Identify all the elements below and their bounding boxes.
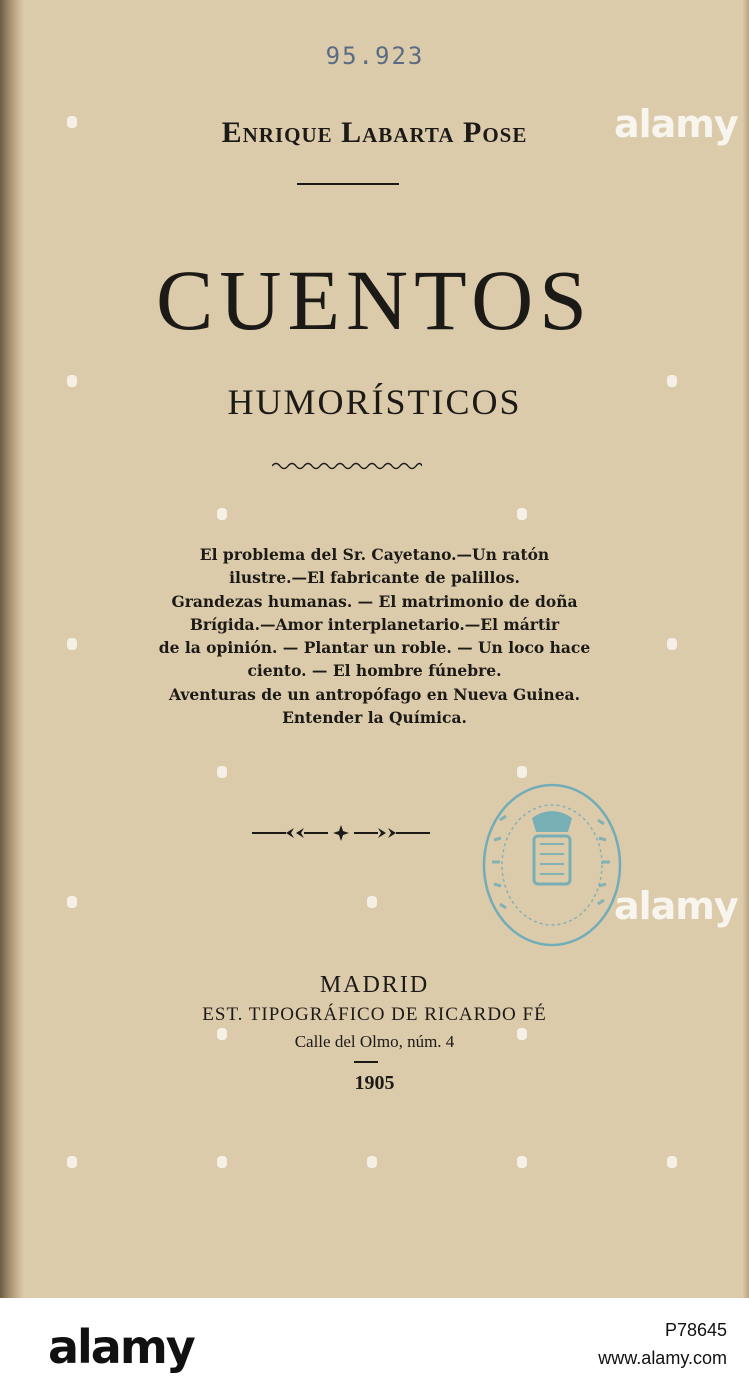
imprint-year: 1905 bbox=[354, 1072, 395, 1094]
watermark-logo: alamy bbox=[614, 102, 738, 146]
imprint-address: Calle del Olmo, núm. 4 bbox=[294, 1032, 455, 1051]
library-stamp-icon bbox=[480, 780, 624, 950]
watermark-dot bbox=[517, 1028, 527, 1040]
watermark-dot bbox=[217, 1156, 227, 1168]
author-rule bbox=[297, 183, 399, 185]
watermark-dot bbox=[517, 508, 527, 520]
watermark-logo: alamy bbox=[614, 884, 738, 928]
contents-line: ilustre.—El fabricante de palillos. bbox=[229, 568, 520, 588]
watermark-dot bbox=[67, 375, 77, 387]
contents-line: Entender la Química. bbox=[282, 708, 467, 728]
contents-line: de la opinión. — Plantar un roble. — Un loco hace bbox=[158, 638, 591, 658]
book-title: CUENTOS bbox=[155, 252, 594, 348]
watermark-dot bbox=[367, 1156, 377, 1168]
watermark-dot bbox=[67, 116, 77, 128]
contents-line: El problema del Sr. Cayetano.—Un ratón bbox=[199, 545, 550, 564]
imprint-printer: EST. TIPOGRÁFICO DE RICARDO FÉ bbox=[202, 1004, 547, 1025]
watermark-dot bbox=[67, 896, 77, 908]
image-id: P78645 bbox=[664, 1320, 727, 1340]
imprint-city: MADRID bbox=[319, 972, 430, 998]
contents-line: ciento. — El hombre fúnebre. bbox=[247, 661, 502, 681]
watermark-footer bbox=[0, 1298, 749, 1390]
watermark-dot bbox=[67, 1156, 77, 1168]
watermark-dot bbox=[667, 375, 677, 387]
watermark-dot bbox=[517, 766, 527, 778]
site-url: www.alamy.com bbox=[598, 1348, 727, 1368]
watermark-dot bbox=[217, 508, 227, 520]
table-of-contents bbox=[0, 543, 749, 729]
watermark-dot bbox=[667, 1156, 677, 1168]
watermark-dot bbox=[367, 896, 377, 908]
shelfmark-number: 95.923 bbox=[325, 42, 425, 70]
wavy-rule bbox=[272, 460, 422, 472]
watermark-dot bbox=[67, 638, 77, 650]
book-subtitle: HUMORÍSTICOS bbox=[227, 382, 522, 422]
alamy-logo: alamy bbox=[48, 1320, 194, 1374]
watermark-dot bbox=[217, 766, 227, 778]
watermark-dot bbox=[217, 1028, 227, 1040]
imprint-dash bbox=[354, 1061, 378, 1063]
contents-line: Grandezas humanas. — El matrimonio de doña bbox=[171, 591, 578, 611]
ornament-divider bbox=[252, 822, 430, 844]
watermark-dot bbox=[517, 1156, 527, 1168]
author-name: Enrique Labarta Pose bbox=[221, 116, 528, 149]
contents-line: Aventuras de un antropófago en Nueva Guinea. bbox=[169, 684, 580, 704]
watermark-dot bbox=[667, 638, 677, 650]
contents-line: Brígida.—Amor interplanetario.—El mártir bbox=[189, 614, 560, 634]
